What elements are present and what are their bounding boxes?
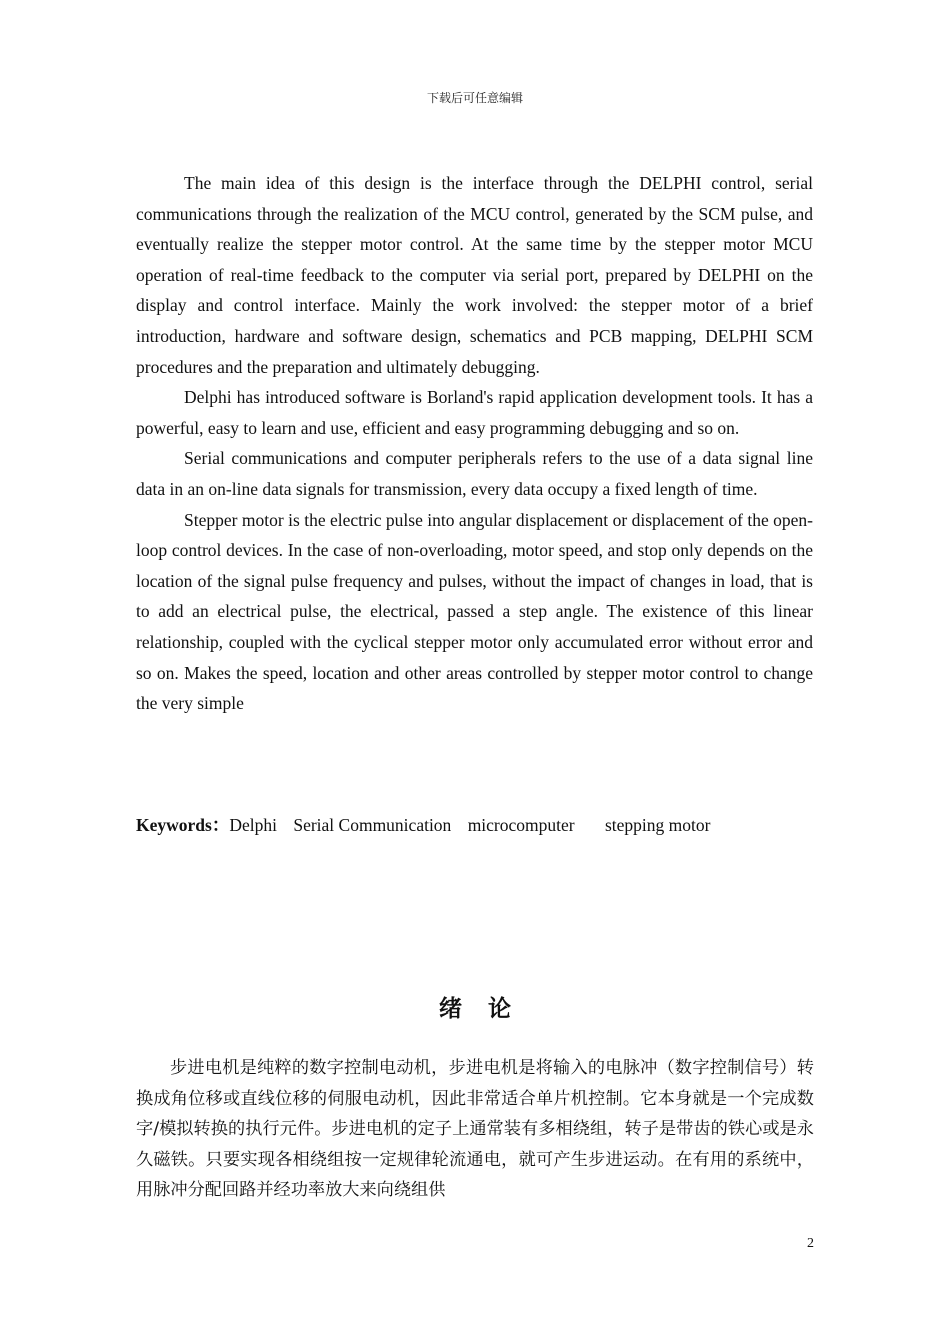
page-number: 2 (807, 1236, 814, 1251)
abstract-paragraph: The main idea of this design is the interface through the DELPHI control, serial communications through the realization of the MCU control, generated by the SCM pulse, and eventually realize the stepper motor control. At the same time by the stepper motor MCU operation of real-time feedback to the computer via serial port, prepared by DELPHI on the display and control interface. Mainly the work involved: the stepper motor of a brief introduction, hardware and software design, schematics and PCB mapping, DELPHI SCM procedures and the preparation and ultimately debugging. (136, 173, 813, 377)
page-header: 下载后可任意编辑 (426, 91, 523, 105)
section-body (136, 1053, 814, 1206)
abstract-paragraph: Stepper motor is the electric pulse into angular displacement or displacement of the open-loop control devices. In the case of non-overloading, motor speed, and stop only depends on the location of the signal pulse frequency and pulses, without the impact of changes in load, that is to add an electrical pulse, the electrical, passed a step angle. The existence of this linear relationship, coupled with the cyclical stepper motor only accumulated error without error and so on. Makes the speed, location and other areas controlled by stepper motor control to change the very simple (136, 509, 813, 714)
abstract-body (136, 168, 813, 719)
section-title: 绪论 (439, 996, 537, 1022)
keyword-item: Serial Communication (293, 815, 452, 835)
section-paragraph: 步进电机是纯粹的数字控制电动机，步进电机是将输入的电脉冲（数字控制信号）转换成角位移或直线位移的伺服电动机，因此非常适合单片机控制。它本身就是一个完成数字/模拟转换的执行元件。步进电机的定子上通常装有多相绕组，转子是带齿的铁心或是永久磁铁。只要实现各相绕组按一定规律轮流通电，就可产生步进运动。在有用的系统中，用脉冲分配回路并经功率放大来向绕组供 (136, 1058, 814, 1201)
keyword-item: stepping motor (604, 815, 711, 835)
keywords-line (136, 810, 813, 840)
abstract-paragraph: Delphi has introduced software is Borland's rapid application development tools. It has a powerful, easy to learn and use, efficient and easy programming debugging and so on. (136, 387, 813, 438)
keywords-label: Keywords： (136, 815, 230, 835)
keyword-item: microcomputer (467, 815, 575, 835)
keyword-item: Delphi (229, 815, 277, 835)
abstract-paragraph: Serial communications and computer peripherals refers to the use of a data signal line data in an on-line data signals for transmission, every data occupy a fixed length of time. (136, 448, 813, 499)
